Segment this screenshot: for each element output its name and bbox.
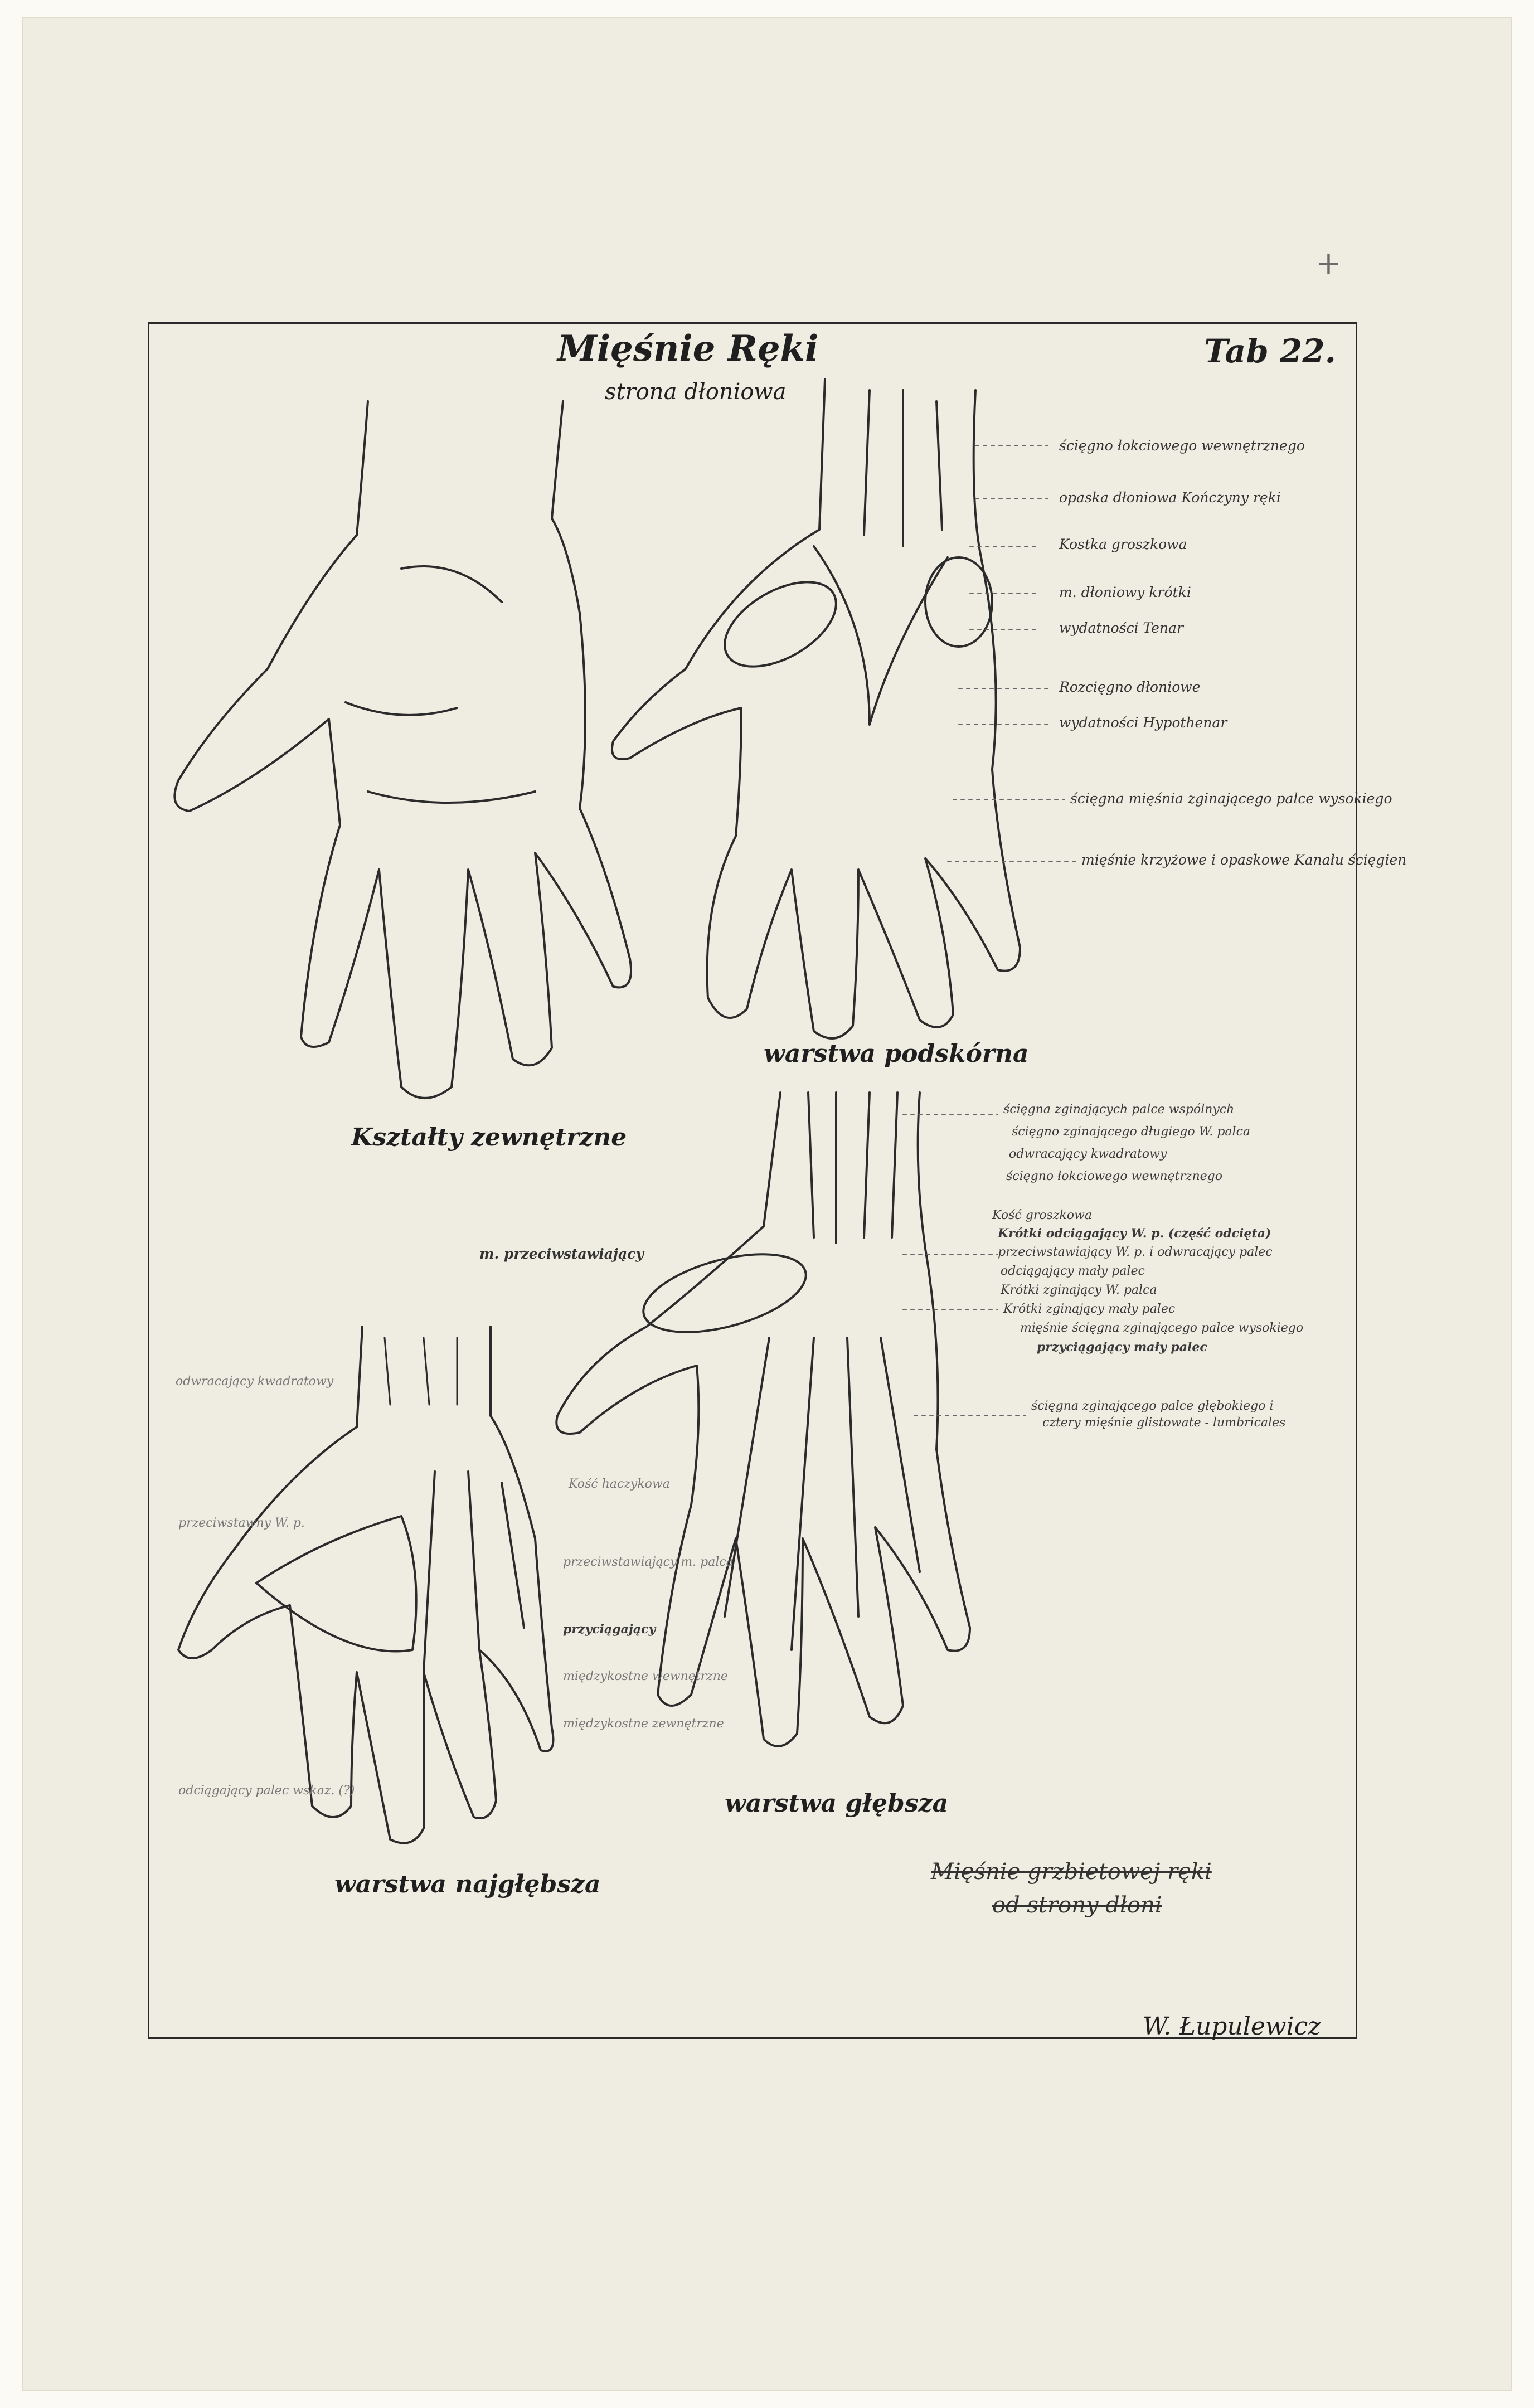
hand-deepest-layer-drawing bbox=[178, 1327, 554, 1843]
caption-external-shapes: Kształty zewnętrzne bbox=[351, 1123, 627, 1152]
hand-subcutaneous-layer-drawing bbox=[612, 379, 1020, 1038]
label-mid-9: Krótki zginający W. palca bbox=[1001, 1283, 1157, 1297]
label-bottom-3: Kość haczykowa bbox=[569, 1477, 670, 1491]
label-mid-8: odciągający mały palec bbox=[1001, 1264, 1145, 1278]
plate-number: Tab 22. bbox=[1204, 332, 1336, 370]
label-top-3: Kostka groszkowa bbox=[1059, 536, 1187, 552]
label-bottom-6: międzykostne wewnętrzne bbox=[563, 1669, 728, 1683]
note-line-1: Mięśnie grzbietowej ręki bbox=[931, 1859, 1212, 1885]
label-mid-13: ścięgna zginającego palce głębokiego i bbox=[1031, 1399, 1274, 1413]
artist-signature: W. Łupulewicz bbox=[1143, 2012, 1321, 2041]
label-top-8: ścięgna mięśnia zginającego palce wysokiego bbox=[1070, 790, 1392, 807]
label-bottom-4: przeciwstawiający m. palca bbox=[563, 1555, 734, 1569]
label-mid-2: ścięgno zginającego długiego W. palca bbox=[1012, 1125, 1251, 1139]
label-bottom-2: przeciwstawny W. p. bbox=[178, 1516, 305, 1530]
pencil-mark: + bbox=[1315, 245, 1342, 281]
caption-subcutaneous-layer: warstwa podskórna bbox=[764, 1040, 1029, 1068]
label-mid-11: mięśnie ścięgna zginającego palce wysokiego bbox=[1020, 1321, 1304, 1335]
label-left-middle: m. przeciwstawiający bbox=[479, 1246, 644, 1262]
label-top-6: Rozcięgno dłoniowe bbox=[1059, 679, 1201, 695]
label-mid-7: przeciwstawiający W. p. i odwracający palec bbox=[998, 1245, 1273, 1259]
hand-deeper-layer-drawing bbox=[556, 1093, 970, 1746]
label-mid-1: ścięgna zginających palce wspólnych bbox=[1003, 1103, 1235, 1116]
plate-title: Mięśnie Ręki bbox=[557, 328, 819, 370]
label-top-4: m. dłoniowy krótki bbox=[1059, 584, 1191, 600]
label-top-1: ścięgno łokciowego wewnętrznego bbox=[1059, 438, 1305, 454]
caption-deepest-layer: warstwa najgłębsza bbox=[334, 1870, 601, 1899]
label-top-7: wydatności Hypothenar bbox=[1059, 715, 1227, 731]
label-top-5: wydatności Tenar bbox=[1059, 620, 1183, 636]
label-mid-14: cztery mięśnie glistowate - lumbricales bbox=[1042, 1416, 1286, 1430]
label-bottom-7: międzykostne zewnętrzne bbox=[563, 1717, 724, 1731]
label-bottom-1: odwracający kwadratowy bbox=[176, 1375, 334, 1389]
label-mid-4: ścięgno łokciowego wewnętrznego bbox=[1006, 1169, 1222, 1183]
note-line-2: od strony dłoni bbox=[992, 1892, 1162, 1918]
label-mid-6: Krótki odciągający W. p. (część odcięta) bbox=[998, 1226, 1271, 1241]
label-bottom-5: przyciągający bbox=[563, 1622, 656, 1637]
label-top-9: mięśnie krzyżowe i opaskowe Kanału ścięgien bbox=[1081, 852, 1407, 868]
label-mid-12: przyciągający mały palec bbox=[1037, 1340, 1207, 1355]
caption-deeper-layer: warstwa głębsza bbox=[725, 1789, 949, 1818]
hand-external-shape-drawing bbox=[174, 401, 631, 1098]
label-top-2: opaska dłoniowa Kończyny ręki bbox=[1059, 489, 1281, 506]
plate-subtitle: strona dłoniowa bbox=[605, 379, 787, 405]
label-mid-3: odwracający kwadratowy bbox=[1009, 1147, 1167, 1161]
label-mid-5: Kość groszkowa bbox=[992, 1208, 1092, 1222]
label-mid-10: Krótki zginający mały palec bbox=[1003, 1302, 1176, 1316]
label-bottom-8: odciągający palec wskaz. (?) bbox=[178, 1784, 355, 1798]
